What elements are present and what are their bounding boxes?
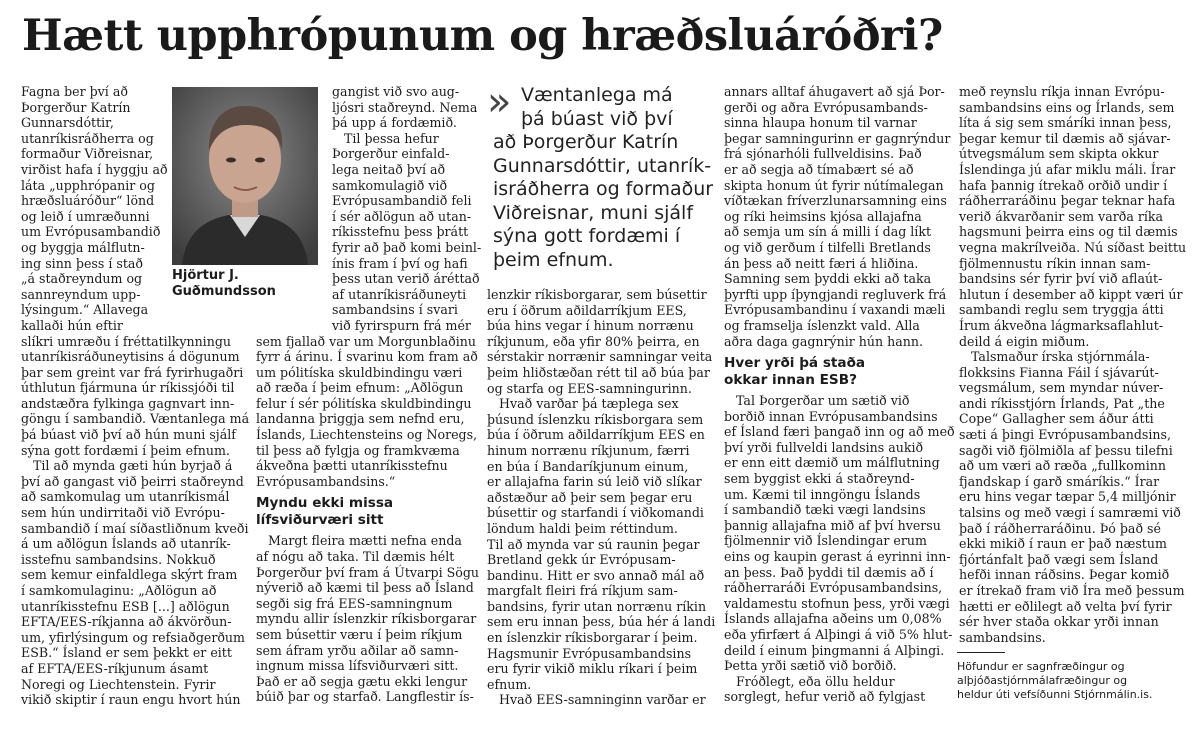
headline: Hætt upphrópunum og hræðsluáróðri? — [22, 11, 943, 61]
paragraph: Til að mynda gæti hún byrjað á því að gangast við þeirri staðreynd að samkomulag um utanríkismál sem hún undirritaði við Evrópu- sambandið í maí síðastliðnum kveði á um aðlögun Íslands að utanrík- isstefnu sambandsins. Nokkuð sem kemur einfaldlega skýrt fram í samkomulaginu: „Aðlögun að utanríkisstefnu ESB [...] aðlögun EFTA/EES-ríkjanna að ákvörðun- um, yfirlýsingum og refsiaðgerðum ESB.“ Ísland er sem þekkt er eitt af EFTA/EES-ríkjunum ásamt Noregi og Liechtenstein. Fyrir vikið skiptir í raun engu hvort hún — [21, 458, 249, 708]
paragraph: Hvað EES-samninginn varðar er — [487, 692, 706, 708]
quote-mark-icon: » — [487, 79, 512, 125]
column-2 — [256, 84, 481, 705]
paragraph: Fagna ber því að Þorgerður Katrín Gunnarsdóttir, utanríkisráðherra og formaður Viðreisnar, virðist hafa í hyggju að láta „upphrópanir og hræðsluáróður“ lönd og leið í umræðunni um Evrópusambandið og byggja málflutn- ing sinn þess í stað „á staðreyndum og sannreyndum upp- lýsingum.“ Allavega kallaði hún eftir — [21, 84, 168, 333]
paragraph: Fróðlegt, eða öllu heldur sorglegt, hefur verið að fylgjast — [724, 673, 926, 705]
paragraph: Hvað varðar þá tæplega sex þúsund íslenzku ríkisborgara sem búa í öðrum aðildarríkjum EES en hinum norrænu ríkjunum, færri en búa í Bandaríkjunum einum, er allajafna farin sú leið við slíkar aðstæður að þeir sem þegar eru búsettir og starfandi í viðkomandi löndum haldi þeim réttindum. Til að mynda var sú raunin þegar Bretland gekk úr Evrópusam- bandinu. Hitt er svo annað mál að margfalt fleiri frá ríkjum sam- bandsins, fyrir utan norrænu ríkin sem eru innan þess, búa hér á landi en íslenzkir ríkisborgarar í þeim. Hagsmunir Evrópusambandsins eru fyrir vikið miklu ríkari í þeim efnum. — [487, 396, 716, 692]
divider — [957, 652, 1005, 653]
column-5 — [959, 84, 1186, 645]
subheading: Myndu ekki missa lífsviðurværi sitt — [256, 495, 394, 529]
pull-quote-text: Væntanlega má þá búast við því — [521, 84, 673, 130]
paragraph: Tal Þorgerðar um sætið við borðið innan Evrópusambandsins ef Ísland færi þangað inn og að með því yrði fullveldi landsins aukið er enn eitt dæmið um málflutning sem byggist ekki á staðreynd- um. Kæmi til inngöngu Íslands í sambandið tæki vægi landsins þannig allajafna mið af því hversu fjölmennir við Íslendingar erum eins og kaupin gerast á eyrinni inn- an þess. Það þyddi til dæmis að í ráðherraráði Evrópusambandsins, valdamestu stofnun þess, yrði vægi Íslands allajafna aðeins um 0,08% eða yfirfært á Alþingi á við 5% hlut- deild í einum þingmanni á Alþingi. Þetta yrði sætið við borðið. — [724, 393, 955, 674]
paragraph: sem fjallað var um Morgunblaðinu fyrr á árinu. Í svarinu kom fram að um pólitíska skuldbindingu væri að ræða í þeim efnum: „Aðlögun felur í sér pólitíska skuldbindingu landanna þriggja sem nefnd eru, Íslands, Liechtensteins og Noregs, til þess að fylgja og framkvæma ákveðna þætti utanríkisstefnu Evrópusambandsins.“ — [256, 333, 478, 489]
author-bio: Höfundur er sagnfræðingur og alþjóðastjórnmálafræðingur og heldur úti vefsíðunni Stjórnmálin.is. — [957, 660, 1153, 701]
author-caption: Hjörtur J. Guðmundsson — [172, 268, 276, 299]
paragraph: annars alltaf áhugavert að sjá Þor- gerði og aðra Evrópusambands- sinna hlaupa honum til varnar þegar samningurinn er gagnrýndur frá sjónarhóli fullveldisins. Það er að segja að tímabært sé að skipta honum út fyrir nútímalegan víðtækan fríverzlunarsamning eins og ríki heimsins kjósa allajafna að semja um sín á milli í dag líkt og við gerðum í tilfelli Bretlands án þess að neitt færi á hliðina. Samning sem þyddi ekki að taka þyrfti upp íþyngjandi regluverk frá Evrópusambandinu í vaxandi mæli og framselja íslenzkt vald. Alla aðra daga gagnrýnir hún hann. — [724, 84, 951, 349]
subheading: Hver yrði þá staða okkar innan ESB? — [724, 355, 866, 389]
paragraph: slíkri umræðu í fréttatilkynningu utanríkisráðuneytisins á dögunum þar sem greint var frá fyrirhugaðri úthlutun fjármuna úr ríkissjóði til andstæðra fylkinga gagnvart inn- göngu í sambandið. Væntanlega má þá búast við því að hún muni sjálf sýna gott fordæmi í þeim efnum. — [21, 333, 250, 458]
pull-quote-text: að Þorgerður Katrín Gunnarsdóttir, utanrík- isráðherra og formaður Viðreisnar, muni sjálf sýna gott fordæmi í þeim efnum. — [493, 131, 714, 271]
paragraph: með reynslu ríkja innan Evrópu- sambandsins eins og Írlands, sem líta á sig sem smáríki innan þess, þegar kemur til dæmis að sjávar- útvegsmálum sem skipta okkur Íslendinga jú afar miklu máli. Írar hafa þannig ítrekað orðið undir í ráðherraráðinu þegar teknar hafa verið ákvarðanir sem varða ríka hagsmuni þeirra eins og til dæmis vegna makrílveiða. Nú síðast beittu fjölmennustu ríkin innan sam- bandsins sér fyrir því við aflaút- hlutun í desember að kippt væri úr sambandi reglu sem tryggja átti Írum ákveðna lágmarksaflahlut- deild á eigin miðum. — [959, 84, 1187, 349]
column-4 — [724, 84, 955, 705]
paragraph: Talsmaður írska stjórnmála- flokksins Fianna Fáil í sjávarút- vegsmálum, sem myndar núver- andi ríkisstjórn Írlands, Pat „the Cope“ Gallagher sem áður átti sæti á þingi Evrópusambandsins, sagði við fjölmiðla af þessu tilefni að um væri að ræða „fullkominn fjandskap í garð smáríkis.“ Írar eru hins vegar tæpar 5,4 milljónir talsins og með vægi í samræmi við það í ráðherraráðinu. Þó það sé ekki mikið í raun er það næstum fjórtánfalt það vægi sem Ísland hefði innan ráðsins. Þegar komið er ítrekað fram við Íra með þessum hætti er eðlilegt að velta því fyrir sér hver staða okkar yrði innan sambandsins. — [959, 349, 1185, 645]
paragraph: Margt fleira mætti nefna enda af nógu að taka. Til dæmis hélt Þorgerður því fram á Útvarpi Sögu nýverið að kæmi til þess að Ísland segði sig frá EES-samningnum myndu allir íslenzkir ríkisborgarar sem búsettir væru í þeim ríkjum sem áfram yrðu aðilar að samn- ingnum missa lífsviðurværi sitt. Það er að segja gætu ekki lengur búið þar og starfað. Langflestir ís- — [256, 533, 480, 705]
column-3 — [487, 287, 715, 708]
paragraph: lenzkir ríkisborgarar, sem búsettir eru í öðrum aðildarríkjum EES, búa hins vegar í hinum norrænu ríkjunum, eða yfir 80% þeirra, en sérstakir norrænir samningar veita þeim hliðstæðan rétt til að búa þar og starfa og EES-samningurinn. — [487, 287, 713, 396]
paragraph: gangist við svo aug- ljósri staðreynd. Nema þá upp á fordæmið. — [332, 84, 478, 131]
paragraph: Til þessa hefur Þorgerður einfald- lega neitað því að samkomulagið við Evrópusambandið feli í sér aðlögun að utan- ríkisstefnu þess þrátt fyrir að það komi beinl- ínis fram í því og hafi þess utan verið áréttað af utanríkisráðuneyti sambandsins í svari við fyrirspurn frá mér — [332, 130, 482, 333]
